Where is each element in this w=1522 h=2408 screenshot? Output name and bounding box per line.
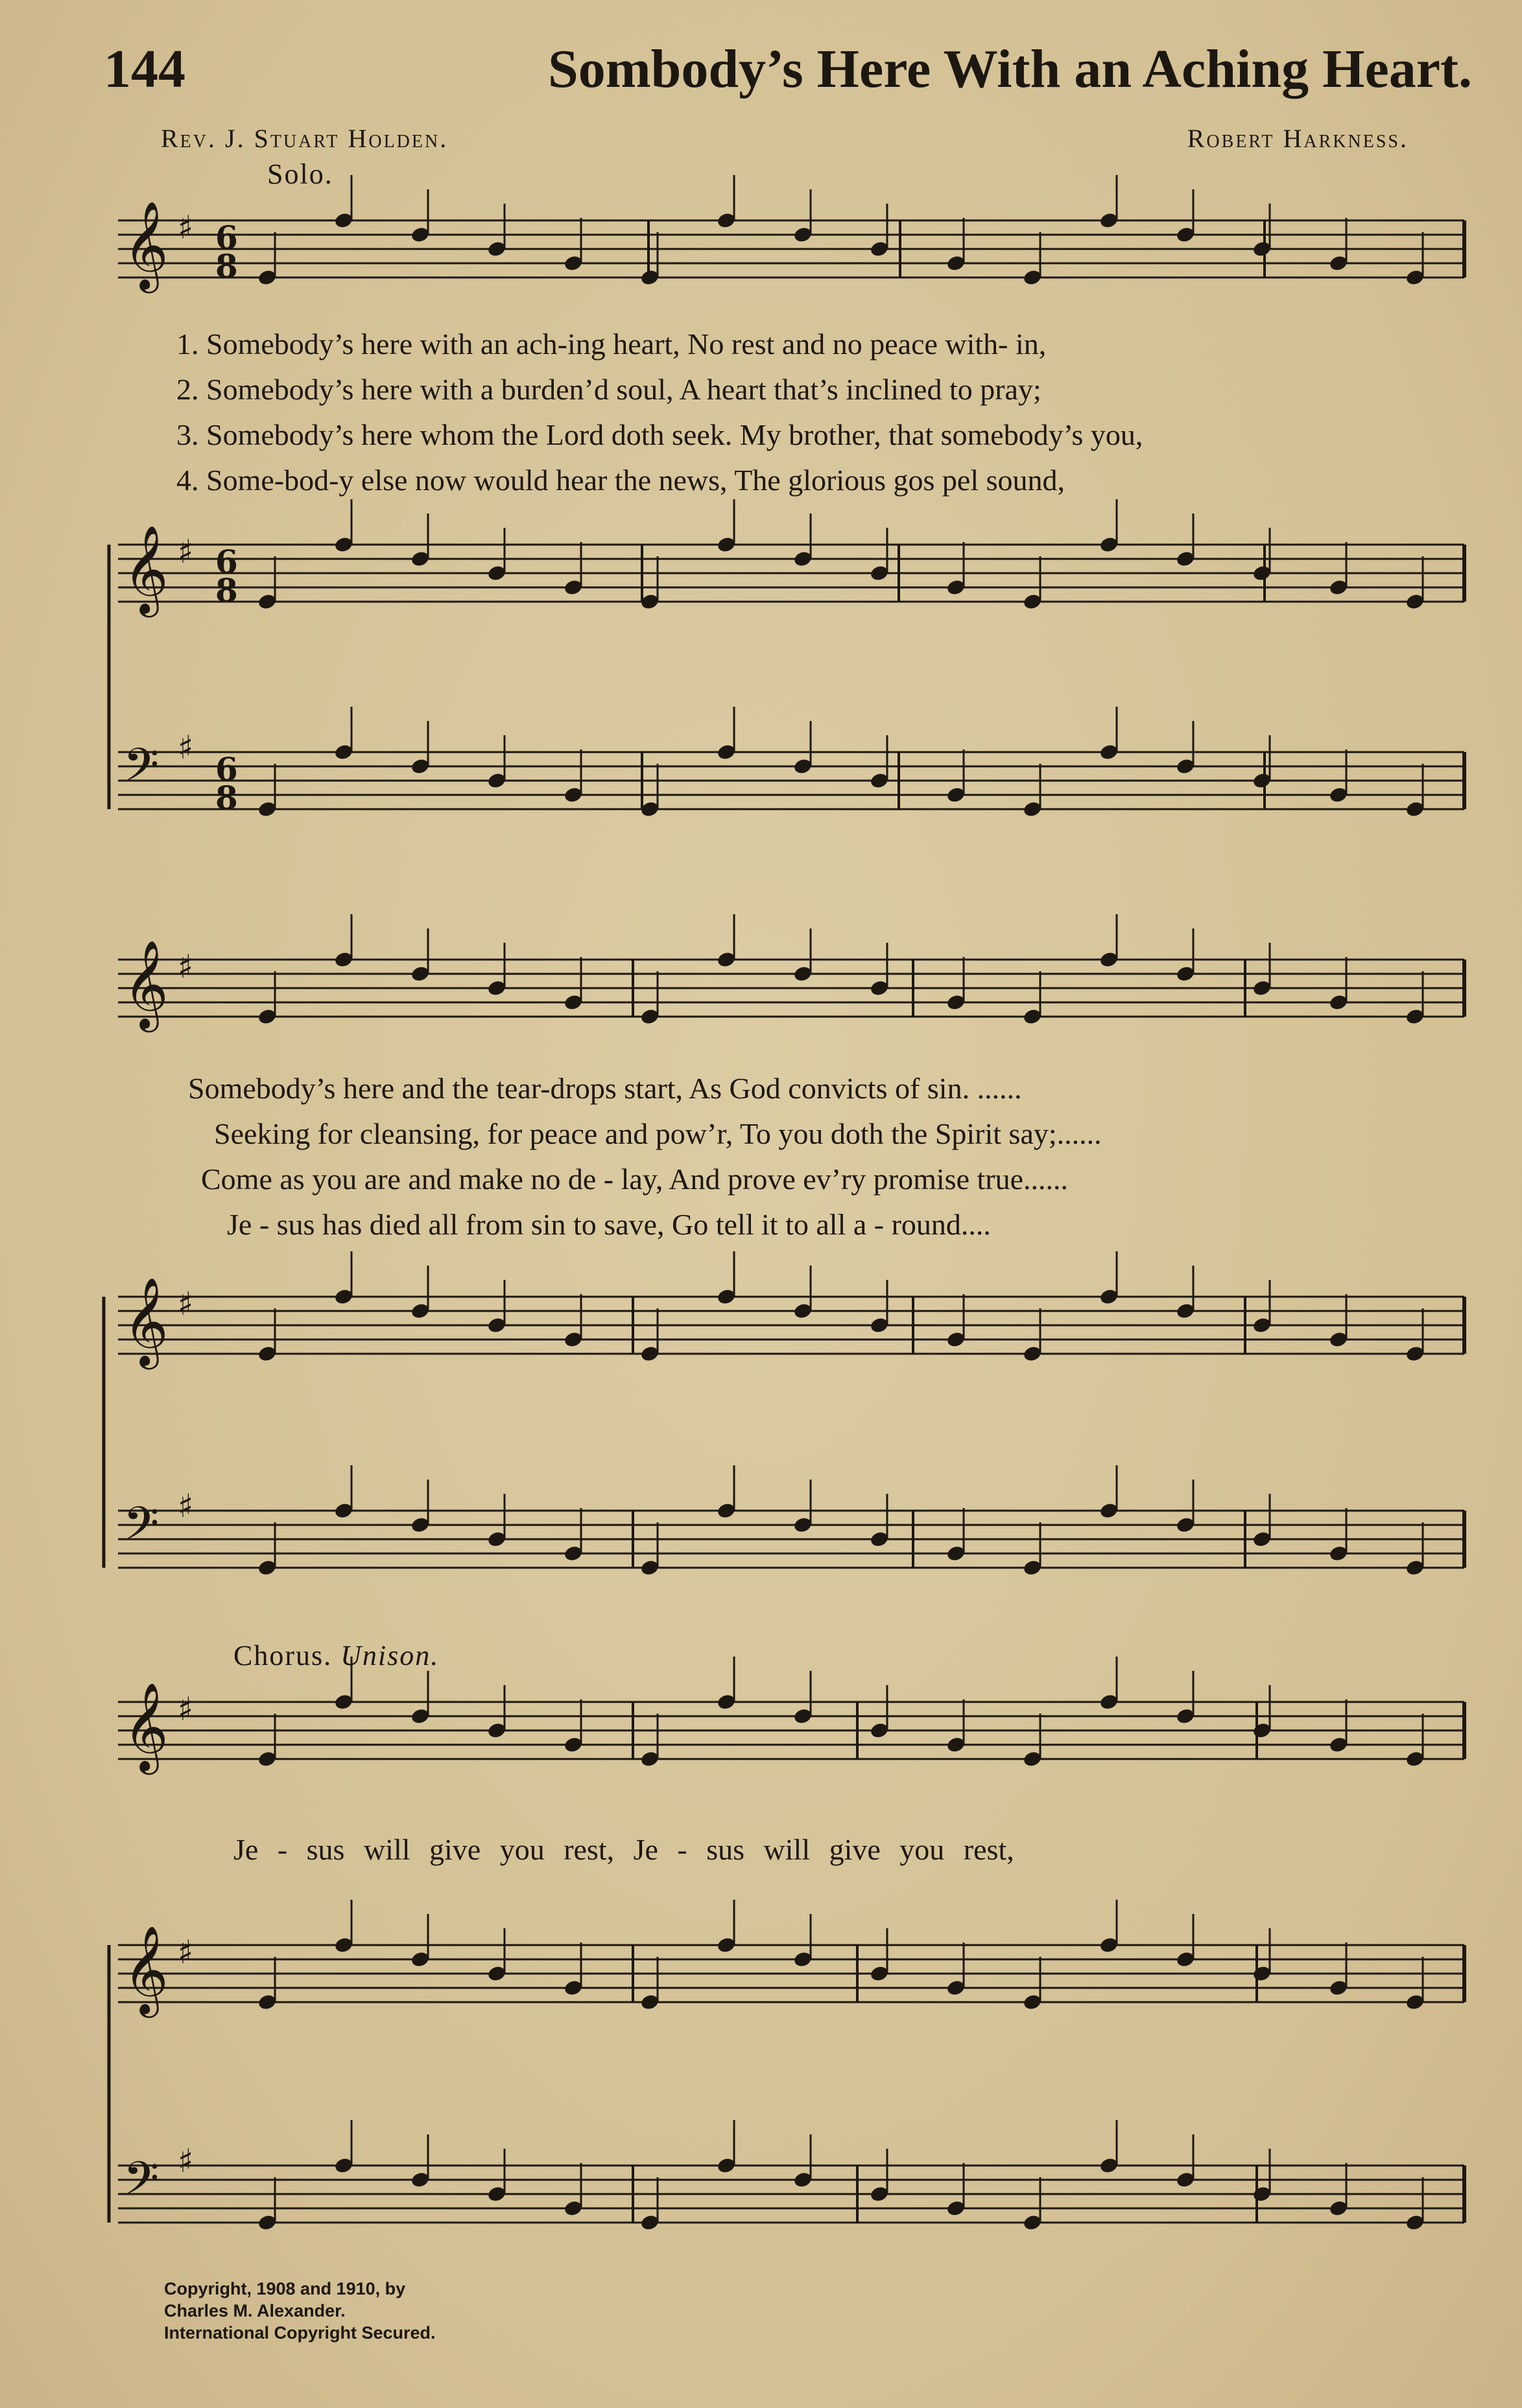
sharp-icon: ♯ — [178, 2142, 194, 2180]
time-signature-bottom: 8 — [215, 779, 238, 817]
chorus-label — [233, 1639, 439, 1672]
sharp-icon: ♯ — [178, 533, 194, 571]
hymn-title: Sombody’s Here With an Aching Heart. — [547, 39, 1472, 99]
time-signature-top: 6 — [215, 750, 238, 788]
sharp-icon: ♯ — [178, 948, 194, 986]
verse-line-4: 4. Some-bod-y else now would hear the news, The glorious gos pel sound, — [176, 464, 1065, 497]
sharp-icon: ♯ — [178, 1285, 194, 1323]
copyright-notice — [164, 2278, 436, 2344]
time-signature-bottom: 8 — [215, 571, 238, 609]
sharp-icon: ♯ — [178, 729, 194, 766]
chorus-line: Je - sus will give you rest, Je - sus will give you rest, — [233, 1833, 1014, 1866]
time-signature-top: 6 — [215, 218, 238, 257]
copyright-line-3: International Copyright Secured. — [164, 2323, 436, 2343]
copyright-line-2: Charles M. Alexander. — [164, 2301, 346, 2320]
page-number: 144 — [104, 39, 185, 99]
verse2-line-4: Je - sus has died all from sin to save, Go tell it to all a - round.... — [227, 1208, 991, 1241]
verse-line-1: 1. Somebody’s here with an ach-ing heart, No rest and no peace with- in, — [176, 327, 1047, 360]
sharp-icon: ♯ — [178, 209, 194, 246]
verse2-line-1: Somebody’s here and the tear-drops start, As God convicts of sin. ...... — [188, 1072, 1022, 1105]
verse-lyrics-part1 — [176, 322, 1143, 503]
chorus-lyrics — [233, 1827, 1014, 1872]
verse2-line-2: Seeking for cleansing, for peace and pow’r, To you doth the Spirit say;...... — [214, 1117, 1102, 1150]
time-signature-top: 6 — [215, 543, 238, 581]
verse-lyrics-part2 — [188, 1066, 1102, 1247]
lyricist-credit: Rev. J. Stuart Holden. — [161, 124, 449, 153]
treble-clef-icon: 𝄞 — [123, 1681, 169, 1771]
treble-clef-icon: 𝄞 — [123, 200, 169, 289]
unison-word: Unison. — [340, 1640, 440, 1671]
treble-clef-icon: 𝄞 — [123, 1276, 169, 1365]
sharp-icon: ♯ — [178, 1690, 194, 1728]
bass-clef-icon: 𝄢 — [123, 738, 160, 803]
verse-line-2: 2. Somebody’s here with a burden’d soul, A heart that’s inclined to pray; — [176, 373, 1041, 406]
verse-line-3: 3. Somebody’s here whom the Lord doth seek. My brother, that somebody’s you, — [176, 418, 1143, 451]
composer-credit: Robert Harkness. — [1187, 124, 1409, 153]
treble-clef-icon: 𝄞 — [123, 939, 169, 1028]
copyright-line-1: Copyright, 1908 and 1910, by — [164, 2279, 406, 2298]
treble-clef-icon: 𝄞 — [123, 524, 169, 613]
bass-clef-icon: 𝄢 — [123, 2152, 160, 2217]
chorus-word: Chorus. — [233, 1640, 333, 1671]
solo-label: Solo. — [267, 158, 333, 190]
bass-clef-icon: 𝄢 — [123, 1497, 160, 1562]
time-signature-bottom: 8 — [215, 247, 238, 285]
sharp-icon: ♯ — [178, 1487, 194, 1525]
verse2-line-3: Come as you are and make no de - lay, And prove ev’ry promise true...... — [201, 1163, 1069, 1196]
sharp-icon: ♯ — [178, 1933, 194, 1971]
treble-clef-icon: 𝄞 — [123, 1924, 169, 2014]
